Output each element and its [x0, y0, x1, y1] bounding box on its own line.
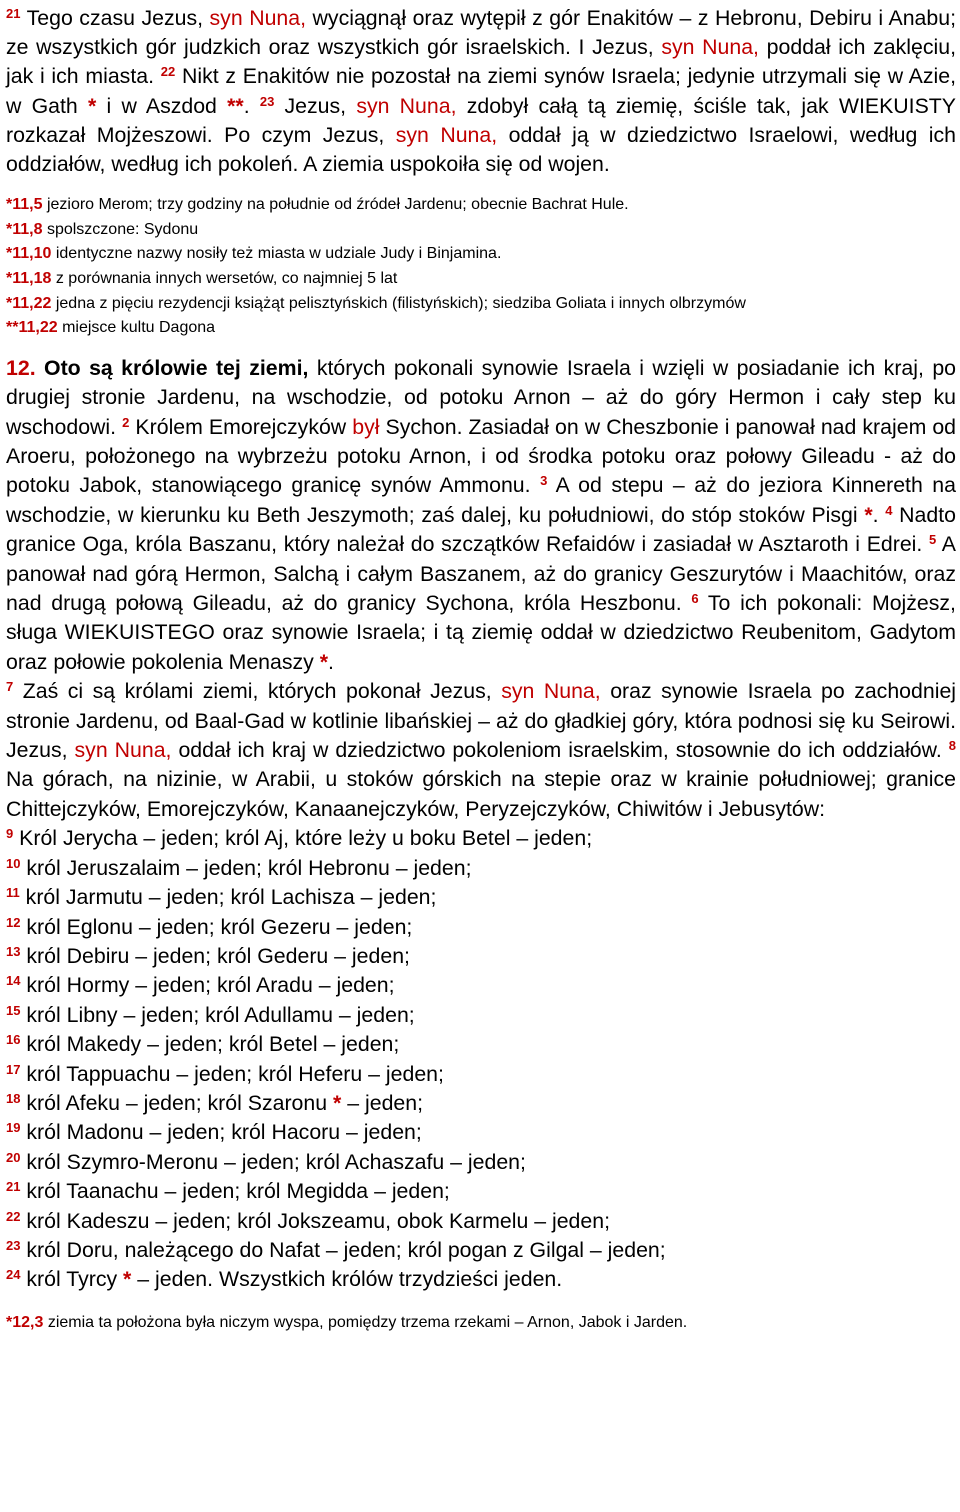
- list-item: [6, 883, 956, 912]
- verse-text: Na górach, na nizinie, w Arabii, u stoków górskich na stepie oraz w krainie południowej; granice Chittejczyków, Emorejczyków, Kanaanejczyków, Peryzejczyków, Chiwitów i Jebusytów:: [6, 767, 956, 821]
- list-item: [6, 1060, 956, 1089]
- verse-number: 10: [6, 855, 21, 871]
- list-item-text: król Libny – jeden; król Adullamu – jeden;: [26, 1002, 415, 1027]
- verse-number: 23: [259, 93, 275, 109]
- chapter-heading: Oto są królowie tej ziemi,: [44, 355, 309, 380]
- document-page: [6, 0, 956, 1335]
- verse-number: 23: [6, 1237, 21, 1253]
- verse-number: 16: [6, 1031, 21, 1047]
- verse-text: Jezus,: [284, 93, 347, 118]
- verse-number: 12: [6, 914, 21, 930]
- list-item: [6, 1265, 956, 1294]
- highlight-syn-nuna: syn Nuna,: [395, 122, 498, 147]
- list-item-text: – jeden;: [347, 1090, 424, 1115]
- list-item-text: król Afeku – jeden; król Szaronu: [26, 1090, 328, 1115]
- footnote-text: miejsce kultu Dagona: [62, 319, 216, 337]
- verse-text: zdobył całą tą ziemię, ściśle tak, jak WIEKUISTY rozkazał Mojżeszowi. Po czym Jezus,: [6, 93, 957, 147]
- footnote: [6, 218, 956, 243]
- list-item-text: król Szymro-Meronu – jeden; król Achaszafu – jeden;: [26, 1149, 526, 1174]
- footnote-text: spolszczone: Sydonu: [46, 220, 199, 238]
- verse-text: oraz synowie Israela po zachodniej stronie Jardenu, od Baal-Gad w kotlinie libańskiej – aż do gładkiej góry, która podnosi się ku Seirowi. Jezus,: [6, 679, 957, 763]
- verse-text: i w Aszdod: [106, 93, 217, 118]
- list-item-text: król Jarmutu – jeden; król Lachisza – jeden;: [25, 885, 437, 910]
- punct: .: [328, 649, 334, 674]
- footnote-ref: *11,18: [6, 270, 52, 287]
- verse-number: 9: [6, 826, 14, 842]
- footnote: [6, 267, 956, 292]
- verse-number: 7: [6, 679, 14, 695]
- verse-number: 13: [6, 943, 21, 959]
- verse-text: poddał ich zaklęciu, jak i ich miasta.: [6, 35, 957, 89]
- verse-number: 2: [122, 414, 130, 430]
- footnote: [6, 193, 956, 218]
- verse-number: 15: [6, 1002, 21, 1018]
- list-item-text: król Jeruszalaim – jeden; król Hebronu – jeden;: [26, 855, 472, 880]
- list-item: [6, 824, 956, 853]
- footnote-text: z porównania innych wersetów, co najmniej 5 lat: [55, 270, 398, 287]
- list-item: [6, 942, 956, 971]
- list-item-text: król Taanachu – jeden; król Megidda – jeden;: [26, 1179, 450, 1204]
- verse-number: 14: [6, 973, 21, 989]
- footnote-ref: *11,8: [6, 220, 43, 238]
- footnote-marker: *: [864, 502, 873, 527]
- punct: .: [243, 93, 250, 118]
- footnote-marker: *: [87, 93, 97, 118]
- list-item-text: król Tappuachu – jeden; król Heferu – jeden;: [26, 1061, 444, 1086]
- list-item: [6, 1030, 956, 1059]
- list-item: [6, 913, 956, 942]
- footnote: [6, 292, 956, 317]
- highlight-syn-nuna: syn Nuna,: [501, 679, 601, 704]
- verse-number: 24: [6, 1267, 21, 1283]
- verse-number: 20: [6, 1149, 21, 1165]
- list-item-text: król Debiru – jeden; król Gederu – jeden;: [26, 943, 410, 968]
- verse-text: Tego czasu Jezus,: [26, 6, 204, 30]
- chapter-number: 12.: [6, 355, 36, 380]
- highlight-word: był: [352, 414, 380, 439]
- list-item: [6, 1148, 956, 1177]
- footnote-text: jedna z pięciu rezydencji książąt pelisztyńskich (filistyńskich); siedziba Goliata i innych olbrzymów: [55, 294, 746, 312]
- list-item-text: król Hormy – jeden; król Aradu – jeden;: [26, 973, 395, 998]
- verse-number: 21: [6, 5, 21, 21]
- list-item: [6, 1177, 956, 1206]
- verse-number: 17: [6, 1061, 21, 1077]
- paragraph-verses-21-23: [6, 0, 956, 179]
- footnote-ref: *12,3: [6, 1313, 44, 1331]
- kings-list: [6, 824, 956, 1295]
- verse-text: A panował nad górą Hermon, Salchą i całym Baszanem, aż do granicy Geszurytów i Maachitów, oraz nad drugą połową Gileadu, aż do granicy Sychona, króla Heszbonu.: [6, 532, 956, 616]
- footnote-marker: **: [227, 93, 244, 118]
- verse-text: oddał ją w dziedzictwo Israelowi, według ich oddziałów, według ich pokoleń. A ziemia uspokoiła się od wojen.: [6, 122, 957, 177]
- footnote-text: ziemia ta położona była niczym wyspa, pomiędzy trzema rzekami – Arnon, Jabok i Jarden.: [47, 1313, 688, 1331]
- verse-text: wyciągnął oraz wytępił z gór Enakitów – z Hebronu, Debiru i Anabu; ze wszystkich gór judzkich oraz wszystkich gór israelskich. I Jezus,: [6, 6, 956, 60]
- footnotes-chapter-11: [6, 193, 956, 341]
- list-item-text: król Doru, należącego do Nafat – jeden; król pogan z Gilgal – jeden;: [26, 1237, 666, 1262]
- verse-text: Zaś ci są królami ziemi, których pokonał Jezus,: [22, 679, 492, 704]
- list-item-text: Król Jerycha – jeden; król Aj, które leży u boku Betel – jeden;: [19, 826, 593, 851]
- verse-text: To ich pokonali: Mojżesz, sługa WIEKUISTEGO oraz synowie Israela; i tą ziemię oddał w dziedzictwo Reubenitom, Gadytom oraz połowie pokolenia Menaszy: [6, 591, 956, 674]
- verse-number: 18: [6, 1090, 21, 1106]
- footnote-ref: *11,10: [6, 245, 52, 263]
- list-item: [6, 971, 956, 1000]
- verse-number: 5: [929, 532, 937, 548]
- verse-number: 6: [691, 590, 699, 606]
- list-item-text: król Madonu – jeden; król Hacoru – jeden;: [26, 1120, 422, 1145]
- list-item-text: – jeden. Wszystkich królów trzydzieści jeden.: [137, 1267, 563, 1292]
- list-item: [6, 854, 956, 883]
- list-item-text: król Eglonu – jeden; król Gezeru – jeden;: [26, 914, 413, 939]
- verse-text: oddał ich kraj w dziedzictwo pokoleniom israelskim, stosownie do ich oddziałów.: [178, 738, 942, 763]
- highlight-syn-nuna: syn Nuna,: [661, 35, 759, 60]
- footnote: [6, 316, 956, 341]
- verse-number: 11: [6, 884, 20, 900]
- verse-text: Nadto granice Oga, króla Baszanu, który należał do szczątków Refaidów i zasiadał w Asztaroth i Edrei.: [6, 502, 956, 557]
- list-item-text: król Tyrcy: [26, 1267, 118, 1292]
- verse-number: 8: [948, 737, 956, 753]
- footnote-chapter-12: [6, 1311, 956, 1336]
- footnote-text: identyczne nazwy nosiły też miasta w udziale Judy i Binjamina.: [55, 245, 502, 263]
- verse-number: 4: [885, 502, 893, 518]
- verse-number: 19: [6, 1120, 21, 1136]
- footnote-ref: **11,22: [6, 319, 58, 337]
- highlight-syn-nuna: syn Nuna,: [74, 738, 172, 763]
- footnote-marker: *: [123, 1267, 132, 1292]
- list-item: [6, 1089, 956, 1118]
- paragraph-verses-7-8: [6, 677, 956, 824]
- list-item-text: król Makedy – jeden; król Betel – jeden;: [26, 1032, 400, 1057]
- footnote-text: jezioro Merom; trzy godziny na południe od źródeł Jardenu; obecnie Bachrat Hule.: [46, 196, 629, 214]
- verse-text: Sychon. Zasiadał on w Cheszbonie i panował nad krajem od Aroeru, położonego na wybrzeżu potoku Arnon, i od środka potoku oraz połowy Gileadu - aż do potoku Jabok, stanowiącego granicę synów Ammonu.: [6, 414, 957, 498]
- verse-text: których pokonali synowie Israela i wzięli w posiadanie ich kraj, po drugiej stronie Jardenu, na wschodzie, od potoku Arnon – aż do góry Hermon i cały step ku wschodowi.: [6, 355, 957, 439]
- list-item: [6, 1236, 956, 1265]
- list-item: [6, 1001, 956, 1030]
- chapter-12-paragraph: [6, 354, 956, 677]
- punct: .: [872, 502, 879, 527]
- list-item: [6, 1207, 956, 1236]
- verse-text: Królem Emorejczyków: [135, 414, 347, 439]
- list-item-text: król Kadeszu – jeden; król Jokszeamu, obok Karmelu – jeden;: [26, 1208, 611, 1233]
- highlight-syn-nuna: syn Nuna,: [209, 6, 307, 30]
- highlight-syn-nuna: syn Nuna,: [356, 93, 457, 118]
- verse-text: A od stepu – aż do jeziora Kinnereth na wschodzie, w kierunku ku Beth Jeszymoth; zaś dalej, ku południowi, do stóp stoków Pisgi: [6, 473, 956, 527]
- footnote-ref: *11,5: [6, 196, 43, 214]
- footnote-marker: *: [319, 649, 329, 674]
- list-item: [6, 1118, 956, 1147]
- verse-text: Nikt z Enakitów nie pozostał na ziemi synów Israela; jedynie utrzymali się w Azie, w Gath: [6, 64, 956, 118]
- verse-number: 3: [540, 473, 548, 489]
- verse-number: 21: [6, 1179, 21, 1195]
- footnote-marker: *: [333, 1090, 342, 1115]
- footnote: [6, 242, 956, 267]
- verse-number: 22: [6, 1208, 21, 1224]
- footnote-ref: *11,22: [6, 294, 52, 312]
- verse-number: 22: [160, 64, 176, 80]
